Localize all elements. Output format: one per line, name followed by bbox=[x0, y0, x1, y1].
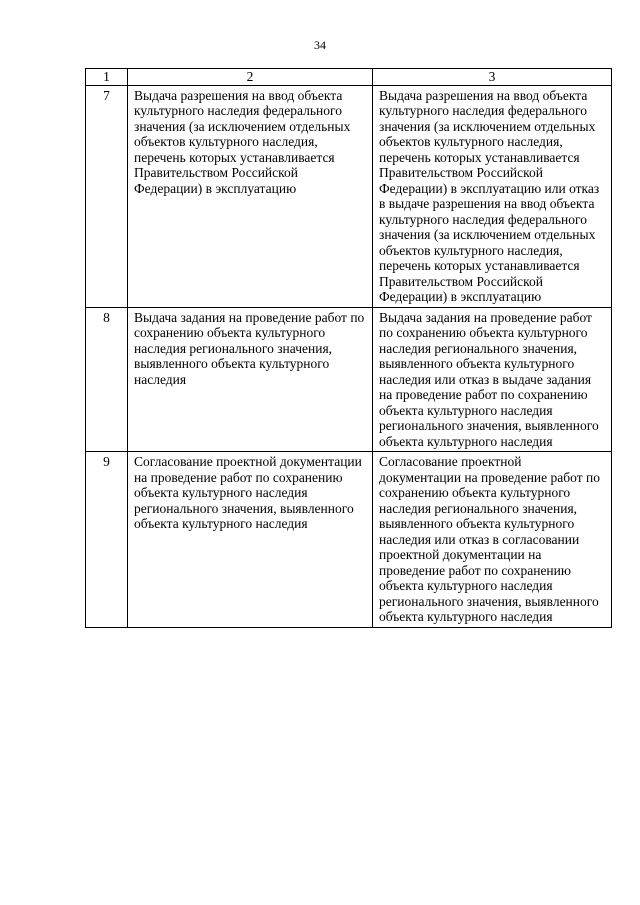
service-name-cell: Выдача задания на проведение работ по сохранению объекта культурного наследия регионального значения, выявленного объекта культурного наследия bbox=[128, 307, 373, 452]
row-number: 8 bbox=[86, 307, 128, 452]
row-number: 9 bbox=[86, 452, 128, 628]
service-result-cell: Выдача задания на проведение работ по сохранению объекта культурного наследия регионального значения, выявленного объекта культурного наследия или отказ в выдаче задания на проведение работ по сохранению объекта культурного наследия регионального значения, выявленного объекта культурного наследия bbox=[373, 307, 612, 452]
service-result-cell: Согласование проектной документации на проведение работ по сохранению объекта культурного наследия регионального значения, выявленного объекта культурного наследия или отказ в согласовании проектной документации на проведение работ по сохранению объекта культурного наследия регионального значения, выявленного объекта культурного наследия bbox=[373, 452, 612, 628]
table-row bbox=[86, 452, 612, 628]
page-number: 34 bbox=[314, 38, 326, 52]
service-name-cell: Согласование проектной документации на проведение работ по сохранению объекта культурного наследия регионального значения, выявленного объекта культурного наследия bbox=[128, 452, 373, 628]
row-number: 7 bbox=[86, 85, 128, 307]
table-row bbox=[86, 307, 612, 452]
header-col-3: 3 bbox=[373, 69, 612, 86]
service-name-cell: Выдача разрешения на ввод объекта культурного наследия федерального значения (за исключением отдельных объектов культурного наследия, перечень которых устанавливается Правительством Российской Федерации) в эксплуатацию bbox=[128, 85, 373, 307]
header-col-1: 1 bbox=[86, 69, 128, 86]
table-row bbox=[86, 85, 612, 307]
services-table bbox=[85, 68, 612, 628]
table-header-row bbox=[86, 69, 612, 86]
service-result-cell: Выдача разрешения на ввод объекта культурного наследия федерального значения (за исключением отдельных объектов культурного наследия, перечень которых устанавливается Правительством Российской Федерации) в эксплуатацию или отказ в выдаче разрешения на ввод объекта культурного наследия федерального значения (за исключением отдельных объектов культурного наследия, перечень которых устанавливается Правительством Российской Федерации) в эксплуатацию bbox=[373, 85, 612, 307]
header-col-2: 2 bbox=[128, 69, 373, 86]
